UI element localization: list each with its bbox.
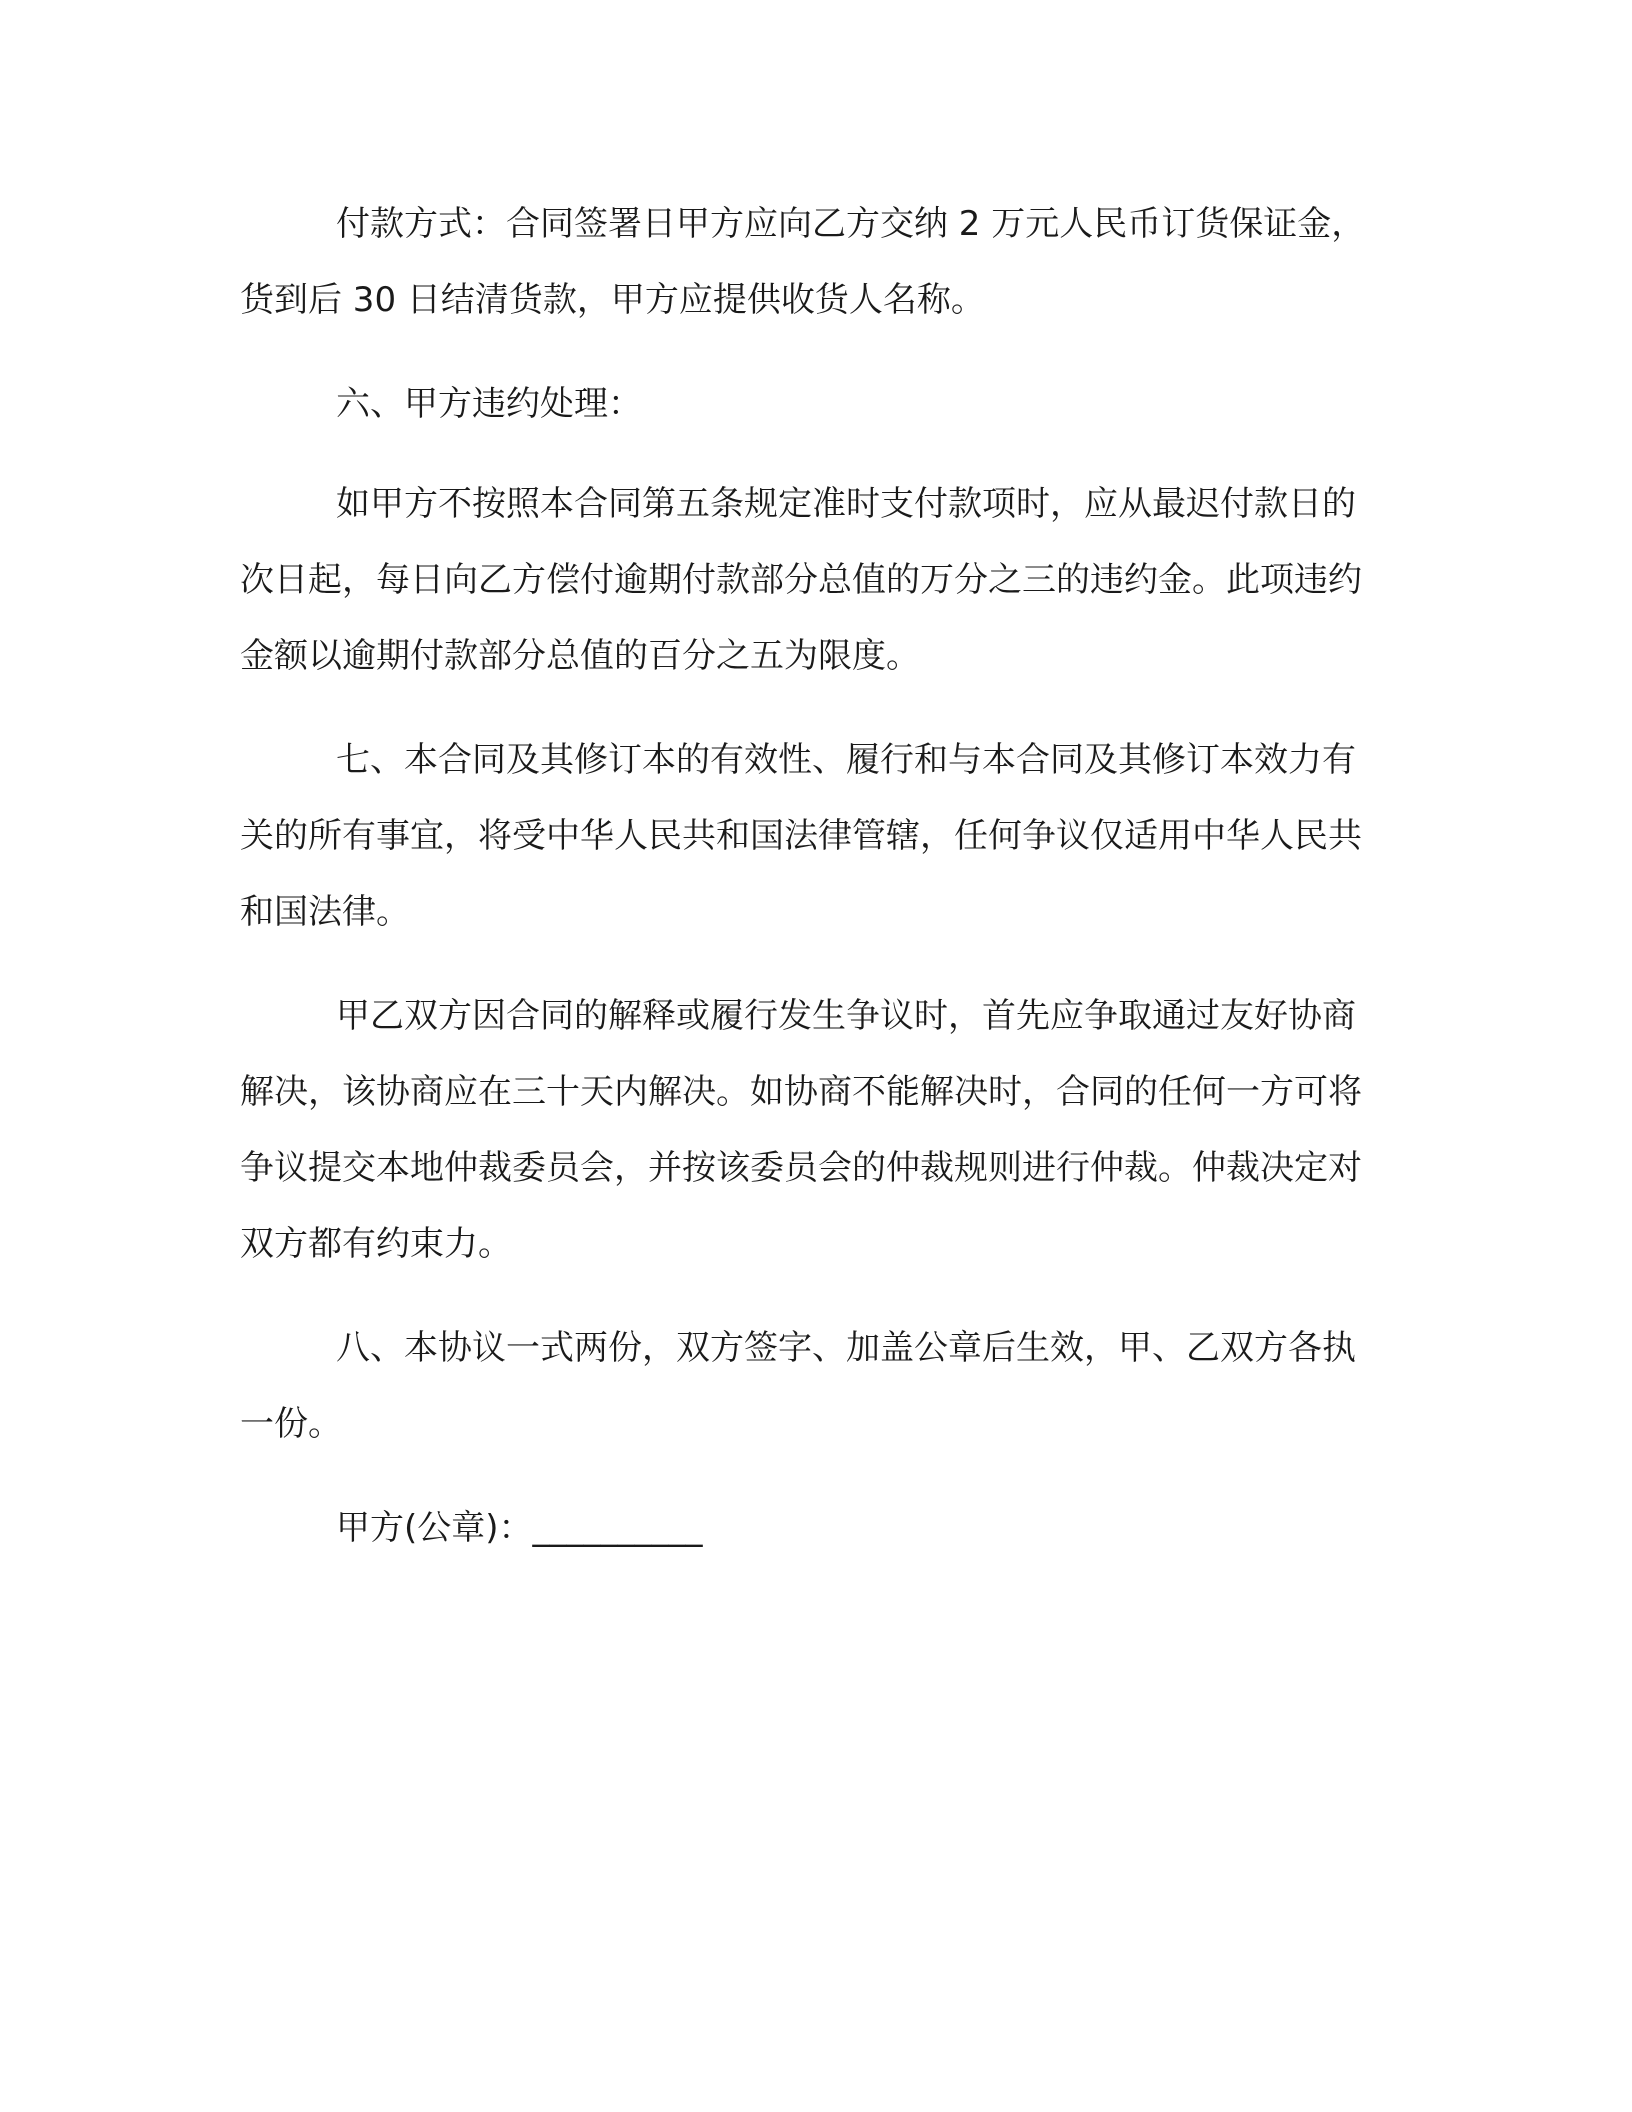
section-six-heading: 六、甲方违约处理： — [336, 384, 642, 424]
party-a-breach-paragraph: 如甲方不按照本合同第五条规定准时支付款项时，应从最迟付款日的次日起，每日向乙方偿付逾期付款部分总值的万分之三的违约金。此项违约金额以逾期付款部分总值的百分之五为限度。 — [240, 484, 1362, 676]
section-eight-paragraph: 八、本协议一式两份，双方签字、加盖公章后生效，甲、乙双方各执一份。 — [240, 1328, 1356, 1444]
document-body — [240, 186, 1380, 1594]
section-seven-paragraph: 七、本合同及其修订本的有效性、履行和与本合同及其修订本效力有关的所有事宜，将受中华人民共和国法律管辖，任何争议仅适用中华人民共和国法律。 — [240, 740, 1362, 932]
party-a-signature-line: 甲方(公章)：__________ — [336, 1508, 703, 1548]
dispute-resolution-paragraph: 甲乙双方因合同的解释或履行发生争议时，首先应争取通过友好协商解决，该协商应在三十天内解决。如协商不能解决时，合同的任何一方可将争议提交本地仲裁委员会，并按该委员会的仲裁规则进行仲裁。仲裁决定对双方都有约束力。 — [240, 996, 1362, 1264]
payment-method-paragraph: 付款方式：合同签署日甲方应向乙方交纳 2 万元人民币订货保证金，货到后 30 日结清货款，甲方应提供收货人名称。 — [240, 204, 1366, 320]
